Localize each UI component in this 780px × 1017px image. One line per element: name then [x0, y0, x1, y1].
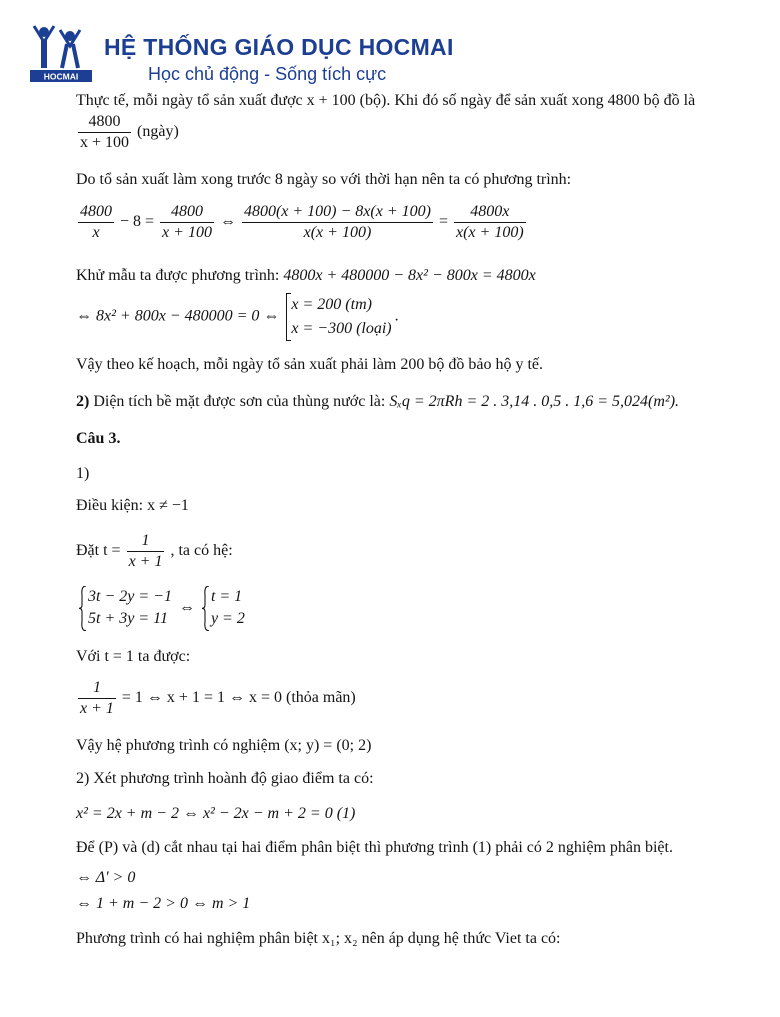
substitution-line: Đặt t = $\frac{1}{x + 1}$ , ta có hệ: [76, 532, 233, 570]
condition-line: Điều kiện: x ≠ −1 [76, 497, 189, 514]
section-title: Câu 3. [76, 430, 121, 447]
part-label-1: 1) [76, 465, 90, 482]
page-header [30, 22, 770, 84]
system-1: 3t − 2y = −1 5t + 3y = 11 [79, 586, 172, 631]
fraction-b: $\frac{4800}{x + 100}$ [162, 203, 212, 241]
numerator: 4800 [88, 113, 121, 130]
text-line-3: Do tổ sản xuất làm xong trước 8 ngày so với thời hạn nên ta có phương trình: [76, 171, 572, 188]
days-expression [76, 112, 179, 153]
unit-label: (ngày) [137, 123, 179, 141]
equation-expanded: 4800x + 480000 − 8x² − 800x = 4800x [283, 267, 536, 284]
solution-bracket: x = 200 (tm) x = −300 (loại) [286, 293, 391, 341]
equation-1: $\frac{4800}{x}$ − 8 = $\frac{4800}{x + 100}$ ⇔ $\frac{4800(x + 100) - 8x(x + 100)}{x(x + 100)}$ = $\frac{4800x}{x(x + 100)}$ [80, 203, 524, 241]
fraction-a: $\frac{4800}{x}$ [80, 203, 112, 241]
fraction-c: $\frac{4800(x + 100) - 8x(x + 100)}{x(x + 100)}$ [243, 203, 431, 241]
brace-icon [202, 586, 210, 631]
equation-3: $\frac{1}{x + 1}$ = 1 ⇔ x + 1 = 1 ⇔ x = 0 (thỏa mãn) [80, 679, 356, 717]
logo-text: HOCMAI [43, 71, 79, 82]
area-equation: Sₓq = 2πRh = 2 . 3,14 . 0,5 . 1,6 = 5,024(m²). [389, 393, 680, 410]
brace-icon [79, 586, 87, 631]
condition-m: ⇔ 1 + m − 2 > 0 ⇔ m > 1 [76, 895, 251, 912]
brand-slogan: Học chủ động - Sống tích cực [148, 64, 387, 84]
brand-title: HỆ THỐNG GIÁO DỤC HOCMAI [104, 34, 454, 60]
system-equations: 3t − 2y = −1 5t + 3y = 11 ⇔ t = 1 y = 2 [76, 586, 248, 631]
fraction-e: $\frac{1}{x + 1}$ [80, 679, 114, 717]
text-line-13: Với t = 1 ta được: [76, 648, 191, 665]
text-line-15: Vậy hệ phương trình có nghiệm (x; y) = (0; 2) [76, 737, 372, 754]
text-line-18: Để (P) và (d) cắt nhau tại hai điểm phân biệt thì phương trình (1) phải có 2 nghiệm phân biệt. [76, 839, 673, 856]
t-fraction: $\frac{1}{x + 1}$ [128, 532, 163, 570]
text-line-16: 2) Xét phương trình hoành độ giao điểm ta có: [76, 770, 374, 787]
system-2: t = 1 y = 2 [202, 586, 245, 631]
hocmai-logo [30, 22, 94, 84]
text-line-1: Thực tế, mỗi ngày tổ sản xuất được x + 100 (bộ). Khi đó số ngày để sản xuất xong 4800 bộ đồ là [76, 92, 696, 109]
text-line-6: Vậy theo kế hoạch, mỗi ngày tổ sản xuất phải làm 200 bộ đồ bảo hộ y tế. [76, 356, 544, 373]
equation-2: ⇔ 8x² + 800x − 480000 = 0 ⇔ x = 200 (tm) x = −300 (loại) . [76, 293, 399, 341]
text-line-21: Phương trình có hai nghiệm phân biệt x₁; x₂ nên áp dụng hệ thức Viet ta có: [76, 930, 561, 947]
text-line-4: Khử mẫu ta được phương trình: 4800x + 480000 − 8x² − 800x = 4800x [76, 267, 536, 284]
condition-delta: ⇔ Δ' > 0 [76, 869, 136, 886]
days-fraction [78, 112, 131, 153]
equation-4: x² = 2x + m − 2 ⇔ x² − 2x − m + 2 = 0 (1) [76, 805, 356, 822]
text-line-7: 2) Diện tích bề mặt được sơn của thùng nước là: Sₓq = 2πRh = 2 . 3,14 . 0,5 . 1,6 = 5,024(m²). [76, 393, 680, 410]
denominator: x + 100 [80, 134, 130, 151]
fraction-d: $\frac{4800x}{x(x + 100)}$ [456, 203, 524, 241]
